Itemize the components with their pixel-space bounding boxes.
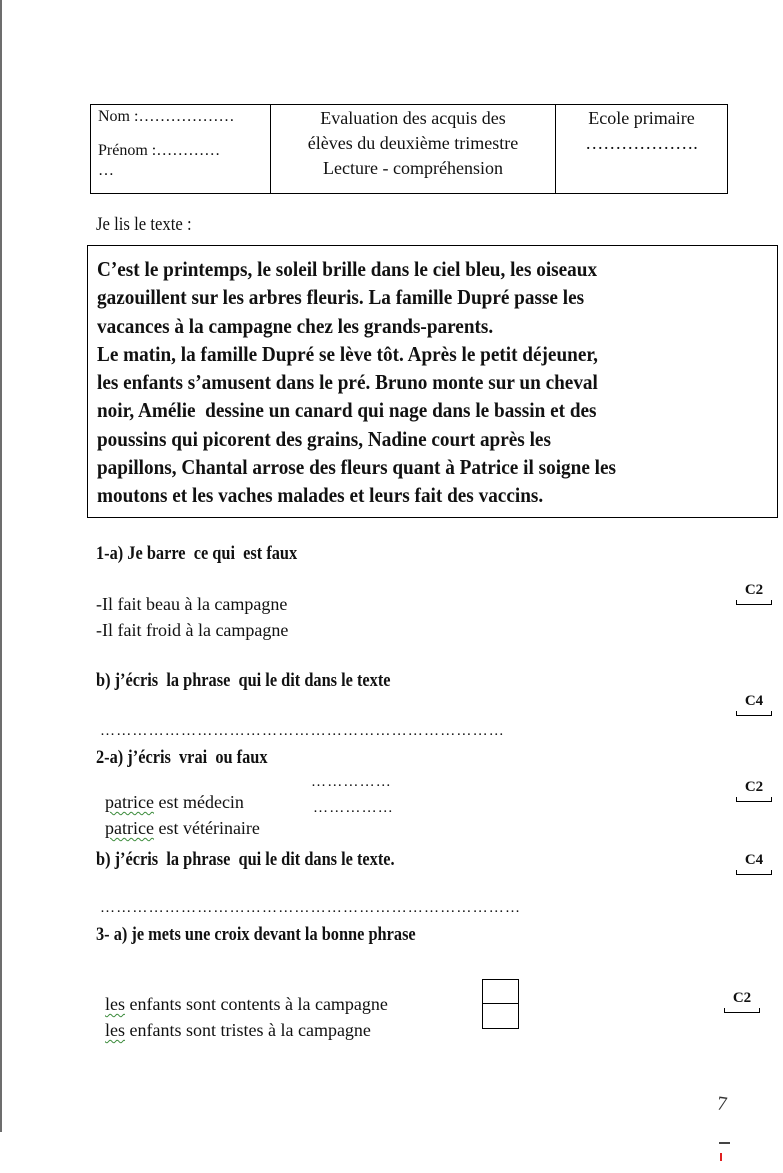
score-bracket-icon — [736, 797, 772, 802]
header-table — [90, 104, 728, 194]
passage-line: noir, Amélie dessine un canard qui nage dans le bassin et des — [97, 398, 597, 423]
q2a-item-1-answer[interactable]: …………… — [311, 774, 392, 790]
competence-marker-q2b — [734, 852, 774, 875]
title-line-3: Lecture - compréhension — [323, 158, 503, 178]
competence-label: C2 — [744, 582, 764, 598]
margin-dash-mark — [719, 1142, 730, 1144]
competence-label: C2 — [744, 779, 764, 795]
question-3a-title: 3- a) je mets une croix devant la bonne phrase — [96, 924, 416, 945]
q3a-checkbox-1[interactable] — [482, 979, 519, 1004]
q1b-answer-line[interactable]: ………………………………………………………………… — [100, 723, 505, 739]
score-bracket-icon — [724, 1008, 760, 1013]
passage-line: les enfants s’amusent dans le pré. Bruno monte sur un cheval — [97, 370, 598, 395]
q3a-item-2-word: les — [105, 1020, 125, 1040]
school-label: Ecole primaire — [588, 108, 695, 128]
prenom-continuation: … — [98, 162, 114, 179]
q2a-item-2 — [96, 797, 260, 839]
q1a-option-1[interactable]: -Il fait beau à la campagne — [96, 594, 288, 614]
score-bracket-icon — [736, 711, 772, 716]
q2a-item-1-text: est médecin — [153, 792, 244, 812]
competence-marker-q1b — [734, 693, 774, 716]
competence-marker-q2a — [734, 779, 774, 802]
question-2a-title: 2-a) j’écris vrai ou faux — [96, 747, 268, 768]
evaluation-title-cell — [271, 105, 556, 193]
passage-line: poussins qui picorent des grains, Nadine court après les — [97, 426, 551, 451]
q3a-item-1-text: enfants sont contents à la campagne — [125, 994, 388, 1014]
q3a-item-2-text: enfants sont tristes à la campagne — [125, 1020, 371, 1040]
q2a-item-2-name: patrice — [105, 818, 154, 838]
score-bracket-icon — [736, 600, 772, 605]
title-line-2: élèves du deuxième trimestre — [307, 133, 519, 153]
competence-marker-q3a — [722, 990, 762, 1013]
competence-marker-q1a — [734, 582, 774, 605]
competence-label: C2 — [732, 990, 752, 1006]
passage-line: vacances à la campagne chez les grands-parents. — [97, 313, 494, 338]
title-line-1: Evaluation des acquis des — [320, 108, 506, 128]
score-bracket-icon — [736, 870, 772, 875]
school-field[interactable]: ………………. — [585, 133, 698, 153]
passage-line: papillons, Chantal arrose des fleurs quant à Patrice il soigne les — [97, 455, 617, 480]
q2b-answer-line[interactable]: …………………………………………………………………… — [100, 900, 522, 916]
nom-field[interactable]: Nom :……………… — [98, 108, 235, 125]
red-margin-mark — [720, 1153, 722, 1161]
passage-line: C’est le printemps, le soleil brille dans le ciel bleu, les oiseaux — [97, 257, 598, 281]
handwritten-mark: 7 — [715, 1092, 729, 1116]
q3a-checkbox-2[interactable] — [482, 1003, 519, 1029]
reading-instruction: Je lis le texte : — [96, 214, 192, 235]
q3a-item-1-word: les — [105, 994, 125, 1014]
school-cell — [556, 105, 727, 193]
q2a-item-2-answer[interactable]: …………… — [313, 800, 394, 816]
prenom-field[interactable]: Prénom :………… — [98, 142, 221, 159]
passage-line: gazouillent sur les arbres fleuris. La famille Dupré passe les — [97, 285, 585, 310]
q1a-option-2[interactable]: -Il fait froid à la campagne — [96, 620, 289, 640]
page-left-edge — [0, 0, 2, 1132]
student-identity-cell — [91, 105, 271, 193]
passage-line: Le matin, la famille Dupré se lève tôt. Après le petit déjeuner, — [97, 341, 598, 366]
q3a-item-2 — [96, 999, 371, 1041]
question-2b-title: b) j’écris la phrase qui le dit dans le texte. — [96, 849, 395, 870]
passage-line: moutons et les vaches malades et leurs fait des vaccins. — [97, 483, 544, 508]
q2a-item-2-text: est vétérinaire — [153, 818, 260, 838]
q2a-item-1-name: patrice — [105, 792, 154, 812]
question-1b-title: b) j’écris la phrase qui le dit dans le texte — [96, 670, 391, 691]
reading-passage-box — [87, 245, 778, 518]
question-1a-title: 1-a) Je barre ce qui est faux — [96, 543, 298, 564]
competence-label: C4 — [744, 693, 764, 709]
competence-label: C4 — [744, 852, 764, 868]
